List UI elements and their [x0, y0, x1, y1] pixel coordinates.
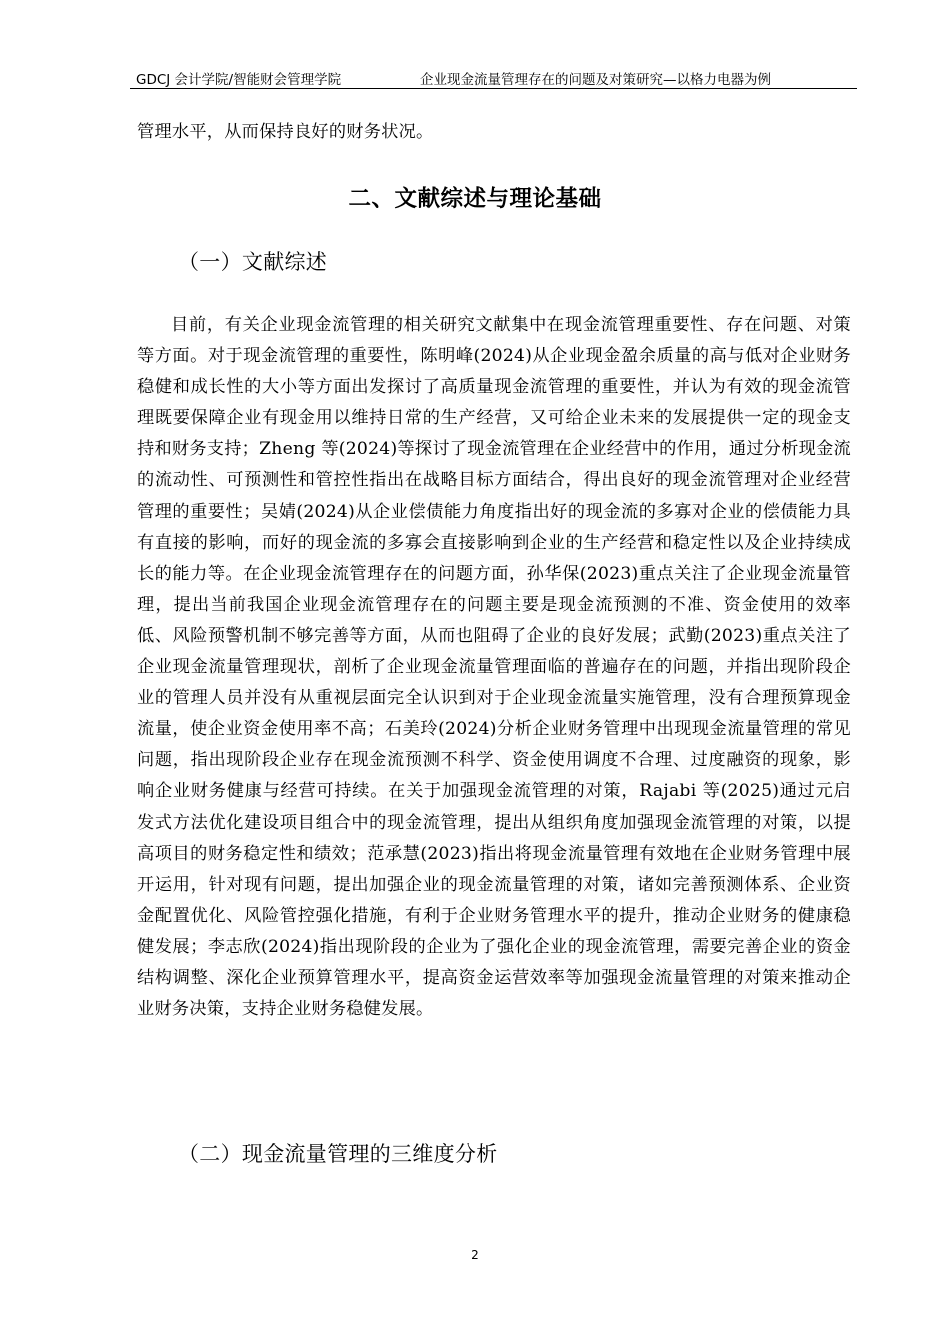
- header-left-text: GDCJ 会计学院/智能财会管理学院: [136, 72, 342, 88]
- subsection-title-literature-review: （一）文献综述: [178, 250, 328, 274]
- continuation-paragraph: 管理水平，从而保持良好的财务状况。: [137, 122, 434, 142]
- header-right-text: 企业现金流量管理存在的问题及对策研究—以格力电器为例: [420, 72, 771, 88]
- section-title: 二、文献综述与理论基础: [348, 186, 602, 212]
- header-divider: [130, 88, 857, 89]
- page-number: 2: [471, 1248, 479, 1262]
- page-header: [130, 66, 857, 88]
- subsection-title-three-dimension-analysis: （二）现金流量管理的三维度分析: [178, 1142, 498, 1166]
- body-paragraph: 目前，有关企业现金流管理的相关研究文献集中在现金流管理重要性、存在问题、对策等方面。对于现金流管理的重要性，陈明峰(2024)从企业现金盈余质量的高与低对企业财务稳健和成长性的大小等方面出发探讨了高质量现金流管理的重要性，并认为有效的现金流管理既要保障企业有现金用以维持日常的生产经营，又可给企业未来的发展提供一定的现金支持和财务支持；Zheng 等(2024)等探讨了现金流管理在企业经营中的作用，通过分析现金流的流动性、可预测性和管控性指出在战略目标方面结合，得出良好的现金流管理对企业经营管理的重要性；吴婧(2024)从企业偿债能力角度指出好的现金流的多寡对企业的偿债能力具有直接的影响，而好的现金流的多寡会直接影响到企业的生产经营和稳定性以及企业持续成长的能力等。在企业现金流管理存在的问题方面，孙华保(2023)重点关注了企业现金流量管理，提出当前我国企业现金流管理存在的问题主要是现金流预测的不准、资金使用的效率低、风险预警机制不够完善等方面，从而也阻碍了企业的良好发展；武勤(2023)重点关注了企业现金流量管理现状，剖析了企业现金流量管理面临的普遍存在的问题，并指出现阶段企业的管理人员并没有从重视层面完全认识到对于企业现金流量实施管理，没有合理预算现金流量，使企业资金使用率不高；石美玲(2024)分析企业财务管理中出现现金流量管理的常见问题，指出现阶段企业存在现金流预测不科学、资金使用调度不合理、过度融资的现象，影响企业财务健康与经营可持续。在关于加强现金流管理的对策，Rajabi 等(2025)通过元启发式方法优化建设项目组合中的现金流管理，提出从组织角度加强现金流管理的对策，以提高项目的财务稳定性和绩效；范承慧(2023)指出将现金流量管理有效地在企业财务管理中展开运用，针对现有问题，提出加强企业的现金流量管理的对策，诸如完善预测体系、企业资金配置优化、风险管控强化措施，有利于企业财务管理水平的提升，推动企业财务的健康稳健发展；李志欣(2024)指出现阶段的企业为了强化企业的现金流管理，需要完善企业的资金结构调整、深化企业预算管理水平，提高资金运营效率等加强现金流量管理的对策来推动企业财务决策，支持企业财务稳健发展。: [137, 315, 851, 1020]
